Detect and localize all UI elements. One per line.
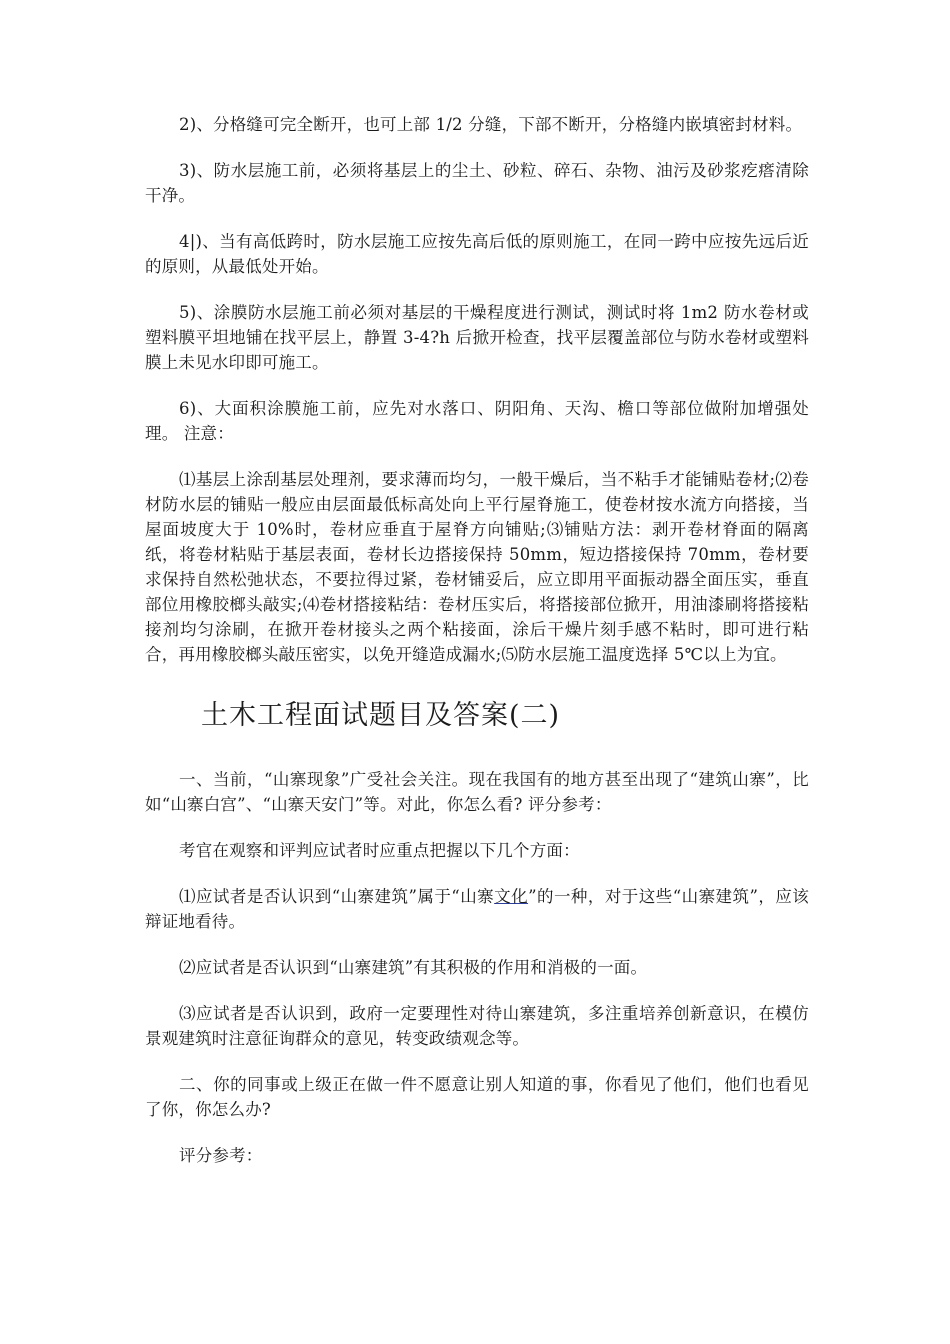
examiner-intro: 考官在观察和评判应试者时应重点把握以下几个方面： (179, 841, 580, 860)
paragraph-2: 2)、分格缝可完全断开，也可上部 1/2 分缝，下部不断开，分格缝内嵌填密封材料。 (179, 115, 803, 134)
paragraph-3: 3)、防水层施工前，必须将基层上的尘土、砂粒、碎石、杂物、油污及砂浆疙瘩清除干净。 (145, 161, 809, 205)
section-title: 土木工程面试题目及答案(二) (201, 700, 561, 731)
paragraph-4: 4|)、当有高低跨时，防水层施工应按先高后低的原则施工，在同一跨中应按先远后近的原则，从最低处开始。 (145, 232, 809, 276)
answer-point-1-text-a: ⑴应试者是否认识到“山寨建筑”属于“山寨 (179, 887, 495, 906)
culture-link[interactable]: 文化 (494, 887, 529, 906)
question-2: 二、你的同事或上级正在做一件不愿意让别人知道的事，你看见了他们，他们也看见了你，你怎么办? (145, 1075, 809, 1119)
answer-point-1-text-b: ”的一种，对于这些“山寨建筑”，应该辩证地看待。 (145, 887, 810, 931)
score-reference: 评分参考： (179, 1146, 263, 1165)
question-1: 一、当前，“山寨现象”广受社会关注。现在我国有的地方甚至出现了“建筑山寨”，比如“山寨白宫”、“山寨天安门”等。对此，你怎么看? 评分参考： (145, 770, 809, 814)
paragraph-6: 6)、大面积涂膜施工前，应先对水落口、阴阳角、天沟、檐口等部位做附加增强处理。 注意： (145, 399, 809, 443)
answer-point-3: ⑶应试者是否认识到，政府一定要理性对待山寨建筑，多注重培养创新意识，在模仿景观建筑时注意征询群众的意见，转变政绩观念等。 (145, 1004, 809, 1048)
answer-point-1 (145, 884, 809, 934)
document-body (145, 112, 809, 1189)
paragraph-5: 5)、涂膜防水层施工前必须对基层的干燥程度进行测试，测试时将 1m2 防水卷材或塑料膜平坦地铺在找平层上，静置 3-4?h 后掀开检查，找平层覆盖部位与防水卷材或塑料膜上未见水印即可施工。 (145, 303, 809, 372)
notes-paragraph: ⑴基层上涂刮基层处理剂，要求薄而均匀，一般干燥后，当不粘手才能铺贴卷材;⑵卷材防水层的铺贴一般应由层面最低标高处向上平行屋脊施工，使卷材按水流方向搭接，当屋面坡度大于 10%时，卷材应垂直于屋脊方向铺贴;⑶铺贴方法：剥开卷材脊面的隔离纸，将卷材粘贴于基层表面，卷材长边搭接保持 50mm，短边搭接保持 70mm，卷材要求保持自然松弛状态，不要拉得过紧，卷材铺妥后，应立即用平面振动器全面压实，垂直部位用橡胶榔头敲实;⑷卷材搭接粘结：卷材压实后，将搭接部位掀开，用油漆刷将搭接粘接剂均匀涂刷，在掀开卷材接头之两个粘接面，涂后干燥片刻手感不粘时，即可进行粘合，再用橡胶榔头敲压密实，以免开缝造成漏水;⑸防水层施工温度选择 5℃以上为宜。 (145, 470, 809, 664)
answer-point-2: ⑵应试者是否认识到“山寨建筑”有其积极的作用和消极的一面。 (179, 958, 648, 977)
